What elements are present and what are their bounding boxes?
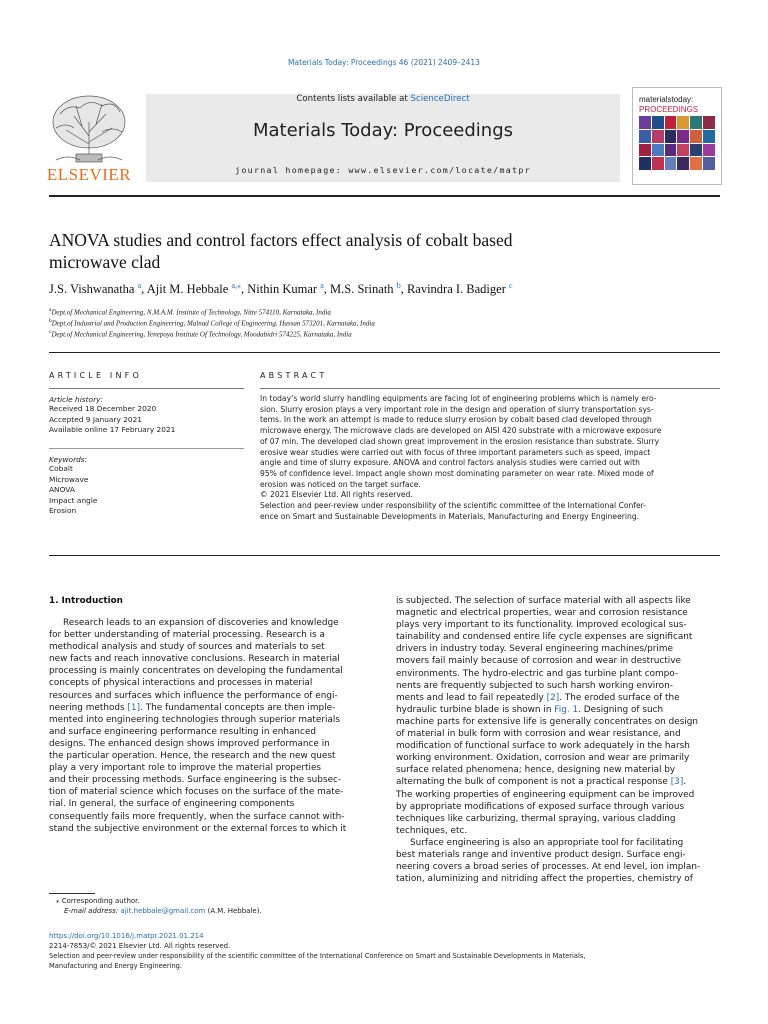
keywords-rule bbox=[49, 448, 244, 449]
body-line: working environment. Oxidation, corrosion and wear are primarily bbox=[396, 753, 690, 764]
body-line: plays very important to its functionality. Improved ecological sus- bbox=[396, 620, 687, 631]
affiliation-text: Dept.of Mechanical Engineering, Yenepoya Institute Of Technology, Moodabidri 574225, Karnataka, India bbox=[51, 330, 352, 339]
affiliation-mark: a bbox=[49, 307, 52, 313]
journal-homepage bbox=[146, 165, 620, 175]
homepage-prefix: journal homepage: bbox=[235, 165, 349, 175]
body-line bbox=[396, 704, 719, 716]
body-text: hydraulic turbine blade is shown in bbox=[396, 704, 555, 715]
body-line: consequently fails more frequently, when the surface cannot with- bbox=[49, 811, 345, 822]
body-line: new facts and reach innovative conclusions. Research in material bbox=[49, 654, 340, 665]
body-line: Research leads to an expansion of discoveries and knowledge bbox=[63, 618, 339, 628]
author-name[interactable]: M.S. Srinath bbox=[330, 282, 394, 297]
footer-review-2: Manufacturing and Energy Engineering. bbox=[49, 962, 183, 970]
body-line: by appropriate modifications of exposed surface through various bbox=[396, 801, 685, 812]
author-name[interactable]: Ajit M. Hebbale bbox=[146, 282, 229, 297]
body-line: neering covers a broad series of processes. At end level, ion implan- bbox=[396, 862, 701, 873]
affiliation-text: Dept.of Industrial and Production Engineering, Malnad College of Engineering, Hassan 573201, Karnataka, India bbox=[51, 319, 375, 328]
reference-link[interactable]: [2] bbox=[546, 692, 560, 703]
sciencedirect-link[interactable]: ScienceDirect bbox=[410, 94, 470, 104]
body-line: mented into engineering technologies through superior materials bbox=[49, 714, 340, 725]
keyword: Impact angle bbox=[49, 495, 98, 505]
homepage-link[interactable]: www.elsevier.com/locate/matpr bbox=[348, 165, 531, 175]
affiliation-mark: b bbox=[49, 318, 52, 324]
body-line: designs. The enhanced design shows improved performance in bbox=[49, 738, 330, 749]
body-line: machine parts for extensive life is generally concentrates on design bbox=[396, 716, 699, 727]
abstract-line: sion. Slurry erosion plays a very important role in the design and operation of slurry transportation sys- bbox=[260, 404, 654, 414]
journal-citation[interactable]: Materials Today: Proceedings 46 (2021) 2409–2413 bbox=[288, 58, 480, 67]
abstract-body bbox=[260, 394, 719, 522]
title-line-2: microwave clad bbox=[49, 252, 161, 272]
body-line: is subjected. The selection of surface material with all aspects like bbox=[396, 596, 691, 606]
body-line: nents are frequently subjected to such harsh working environ- bbox=[396, 680, 673, 691]
body-line: techniques, etc. bbox=[396, 825, 468, 836]
figure-link[interactable]: Fig. 1 bbox=[554, 704, 579, 715]
body-line: for better understanding of material processing. Research is a bbox=[49, 630, 325, 641]
body-line: modification of functional surface to work adequately in the harsh bbox=[396, 741, 690, 752]
author-name[interactable]: Ravindra I. Badiger bbox=[406, 282, 506, 297]
body-line: processing is mainly concentrates on developing the fundamental bbox=[49, 666, 343, 677]
abstract-rule bbox=[260, 388, 720, 389]
front-matter-rule bbox=[49, 555, 720, 556]
body-line: rial. In general, the surface of engineering components bbox=[49, 799, 295, 810]
keyword: Cobalt bbox=[49, 464, 73, 473]
affiliation-mark: c bbox=[49, 329, 52, 335]
body-line: of material in bulk form with corrosion and wear resistance, and bbox=[396, 729, 681, 740]
body-line: drivers in industry today. Several engineering machines/prime bbox=[396, 644, 673, 655]
article-history bbox=[49, 395, 244, 436]
abstract-line: erosion was noticed on the target surface. bbox=[260, 479, 421, 489]
body-line bbox=[396, 692, 719, 704]
body-line: best materials range and inventive product design. Surface engi- bbox=[396, 849, 686, 860]
author-affiliation-mark[interactable]: a bbox=[320, 281, 324, 290]
article-info-heading: ARTICLE INFO bbox=[49, 371, 142, 380]
body-line: magnetic and electrical properties, wear and corrosion resistance bbox=[396, 608, 688, 619]
keyword: ANOVA bbox=[49, 485, 75, 495]
accepted-date: Accepted 9 January 2021 bbox=[49, 414, 143, 424]
body-line: and surface engineering performance resulting in enhanced bbox=[49, 726, 317, 737]
journal-title: Materials Today: Proceedings bbox=[253, 120, 513, 141]
abstract-review-1: Selection and peer-review under responsibility of the scientific committee of the International Confer- bbox=[260, 501, 646, 511]
body-line: tion of material science which focuses on the surface of the mate- bbox=[49, 787, 344, 798]
body-line: techniques like carburizing, thermal spraying, various cladding bbox=[396, 813, 676, 824]
body-line: surface related phenomena; hence, designing new material by bbox=[396, 765, 676, 776]
abstract-line: 95% of confidence level. Impact angle shown most dominating parameter on wear rate. Mixed mode of bbox=[260, 468, 654, 478]
abstract-heading: ABSTRACT bbox=[260, 371, 328, 380]
body-line: resources and surfaces which influence the performance of engi- bbox=[49, 690, 338, 701]
affiliation-c bbox=[49, 329, 729, 338]
author-affiliation-mark[interactable]: a,⁎ bbox=[231, 281, 242, 290]
contents-available bbox=[146, 94, 620, 104]
reference-link[interactable]: [1] bbox=[127, 702, 141, 713]
body-text: . The fundamental concepts are then imple- bbox=[140, 702, 336, 713]
body-line bbox=[49, 702, 372, 714]
body-text: neering methods bbox=[49, 702, 128, 713]
author-affiliation-mark[interactable]: c bbox=[509, 281, 513, 290]
affiliation-b bbox=[49, 318, 729, 327]
body-line: tainability and condensed entire life cycle expenses are significant bbox=[396, 632, 693, 643]
email-line bbox=[56, 906, 376, 916]
body-line bbox=[396, 776, 719, 788]
reference-link[interactable]: [3] bbox=[670, 777, 684, 788]
body-line: tation, aluminizing and nitriding affect the properties, chemistry of bbox=[396, 874, 693, 885]
cover-mosaic bbox=[639, 116, 715, 170]
footnote bbox=[56, 896, 376, 916]
body-line: Surface engineering is also an appropriate tool for facilitating bbox=[410, 837, 684, 848]
cover-title: materialstoday: bbox=[639, 95, 694, 104]
body-line: movers fail mainly because of corrosion and wear in destructive bbox=[396, 656, 681, 667]
body-text: . Designing of such bbox=[578, 704, 664, 715]
email-suffix: (A.M. Hebbale). bbox=[205, 907, 262, 915]
corresponding-author: ⁎ Corresponding author. bbox=[56, 897, 140, 905]
title-line-1: ANOVA studies and control factors effect analysis of cobalt based bbox=[49, 230, 513, 250]
body-text: . bbox=[683, 777, 687, 788]
email-link[interactable]: ajit.hebbale@gmail.com bbox=[120, 907, 206, 915]
keywords-label: Keywords: bbox=[49, 455, 88, 464]
author-affiliation-mark[interactable]: a bbox=[137, 281, 142, 290]
affiliation-text: Dept.of Mechanical Engineering, N.M.A.M. Institute of Technology, Nitte 574110, Karnataka, India bbox=[51, 308, 331, 317]
abstract-line: erosive wear studies were carried out with focus of three important parameters such as speed, impact bbox=[260, 447, 651, 457]
body-line: environments. The hydro-electric and gas turbine plant compo- bbox=[396, 668, 679, 679]
body-column-left bbox=[49, 617, 372, 835]
abstract-line: tems. In the work an attempt is made to reduce slurry erosion by cobalt based clad developed through bbox=[260, 415, 652, 425]
header-rule bbox=[49, 195, 720, 197]
body-line: concepts of physical interactions and processes in material bbox=[49, 678, 313, 689]
affiliation-rule bbox=[49, 352, 720, 353]
email-label: E-mail address: bbox=[64, 907, 121, 915]
body-line: play a very important role to improve the material properties bbox=[49, 763, 322, 774]
abstract-copyright: © 2021 Elsevier Ltd. All rights reserved. bbox=[260, 490, 413, 500]
body-text: alternating the bulk of component is not a practical response bbox=[396, 777, 671, 788]
section-heading-introduction: 1. Introduction bbox=[49, 596, 123, 606]
journal-cover-image bbox=[632, 87, 722, 185]
body-text: . The eroded surface of the bbox=[559, 692, 680, 703]
keyword: Microwave bbox=[49, 474, 89, 484]
received-date: Received 18 December 2020 bbox=[49, 404, 157, 413]
keyword: Erosion bbox=[49, 506, 77, 516]
footnote-rule bbox=[49, 893, 95, 894]
body-line: methodical analysis and study of sources and materials to set bbox=[49, 642, 325, 653]
affiliation-a bbox=[49, 307, 729, 316]
abstract-line: In today’s world slurry handling equipments are facing lot of engineering problems which is namely ero- bbox=[260, 394, 657, 403]
footer-review-1: Selection and peer-review under responsibility of the scientific committee of the International Conference on Smart and Sustainable Developments in Materials, bbox=[49, 952, 586, 960]
body-line: and their processing methods. Surface engineering is the subsec- bbox=[49, 775, 342, 786]
online-date: Available online 17 February 2021 bbox=[49, 425, 176, 435]
abstract-line: microwave energy. The microwave clads are developed on AISI 420 substrate with a microwave exposure bbox=[260, 426, 662, 436]
body-line: The working properties of engineering equipment can be improved bbox=[396, 789, 695, 800]
body-line: the particular operation. Hence, the research and the new quest bbox=[49, 751, 336, 762]
body-line: stand the subjective environment or the external forces to which it bbox=[49, 823, 347, 834]
article-info-rule bbox=[49, 388, 244, 389]
cover-subtitle: PROCEEDINGS bbox=[639, 105, 699, 114]
contents-prefix: Contents lists available at bbox=[296, 94, 411, 104]
abstract-line: of 07 min. The developed clad shown great improvement in the erosion resistance than substrate. Slurry bbox=[260, 436, 660, 446]
abstract-review-2: ence on Smart and Sustainable Developments in Materials, Manufacturing and Energy Engineering. bbox=[260, 511, 640, 521]
author-name[interactable]: Nithin Kumar bbox=[247, 282, 318, 297]
article-title bbox=[49, 229, 689, 273]
author-name[interactable]: J.S. Vishwanatha bbox=[49, 282, 135, 297]
abstract-line: angle and time of slurry exposure. ANOVA and control factors analysis studies were carried out with bbox=[260, 458, 640, 468]
page-footer bbox=[49, 931, 721, 971]
issn-copyright: 2214-7853/© 2021 Elsevier Ltd. All rights reserved. bbox=[49, 942, 231, 950]
author-affiliation-mark[interactable]: b bbox=[396, 281, 401, 290]
elsevier-wordmark: ELSEVIER bbox=[46, 165, 132, 184]
keywords-block bbox=[49, 455, 244, 517]
history-label: Article history: bbox=[49, 395, 103, 404]
body-column-right bbox=[396, 595, 719, 885]
author-list: J.S. Vishwanatha $^a$, Ajit M. Hebbale $^{a,⁎}$, Nithin Kumar $^a$, M.S. Srinath $^b$, Ravindra I. Badiger $^c$ bbox=[49, 281, 513, 297]
body-text: ments and lead to fail repeatedly bbox=[396, 692, 547, 703]
doi-link[interactable]: https://doi.org/10.1016/j.matpr.2021.01.214 bbox=[49, 932, 204, 940]
